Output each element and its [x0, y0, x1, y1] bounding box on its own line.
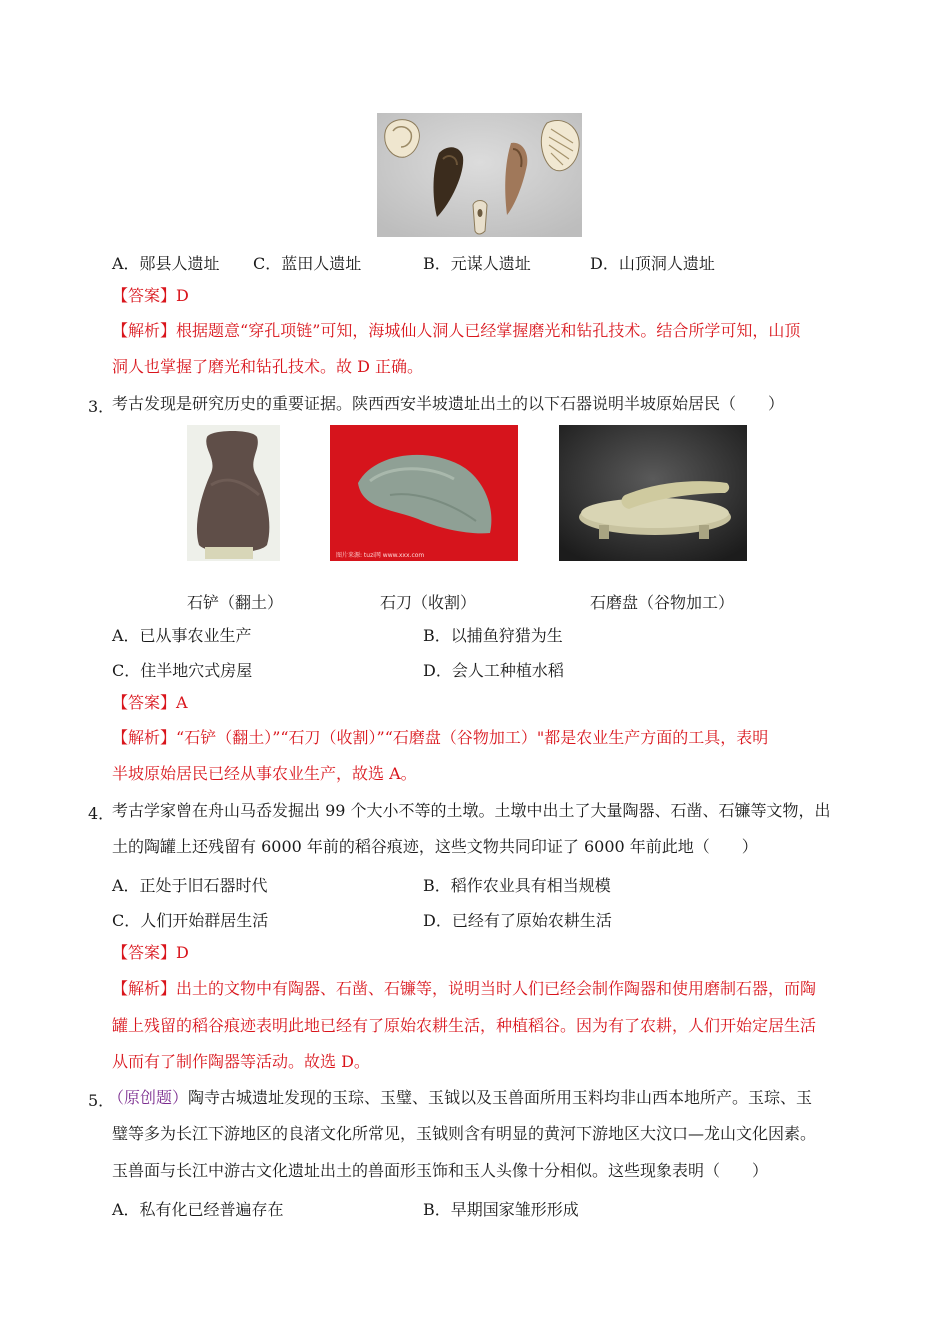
q2-option-b: B．元谋人遗址 — [423, 254, 531, 273]
q5-stem-line3: 玉兽面与长江中游古文化遗址出土的兽面形玉饰和玉人头像十分相似。这些现象表明（ ） — [112, 1161, 769, 1180]
q4-analysis-text1: 出土的文物中有陶器、石凿、石镰等，说明当时人们已经会制作陶器和使用磨制石器，而陶 — [176, 979, 817, 998]
q4-number: 4． — [88, 804, 115, 823]
q2-analysis-text1: 根据题意“穿孔项链”可知，海城仙人洞人已经掌握磨光和钻孔技术。结合所学可知，山顶 — [176, 321, 801, 340]
q4-option-d: D．已经有了原始农耕生活 — [423, 911, 612, 930]
q3-option-d: D．会人工种植水稻 — [423, 661, 564, 680]
q3-analysis-text1: “石铲（翻土）”“石刀（收割）”“石磨盘（谷物加工）"都是农业生产方面的工具，表明 — [176, 728, 769, 747]
q4-option-c: C．人们开始群居生活 — [112, 911, 269, 930]
q5-stem-line2: 璧等多为长江下游地区的良渚文化所常见，玉钺则含有明显的黄河下游地区大汶口—龙山文化因素。 — [112, 1124, 817, 1143]
q5-stem-line1 — [108, 1088, 812, 1108]
stone-knife-watermark: 图片来源: tuzi网 www.xxx.com — [336, 552, 425, 559]
q2-analysis-line1 — [112, 321, 800, 341]
q3-stem: 考古发现是研究历史的重要证据。陕西西安半坡遗址出土的以下石器说明半坡原始居民（ ） — [112, 394, 785, 413]
q5-tag: （原创题） — [108, 1088, 189, 1107]
q4-analysis-line3: 从而有了制作陶器等活动。故选 D。 — [112, 1052, 370, 1071]
q2-analysis-tag: 【解析】 — [112, 321, 177, 340]
q4-option-b: B．稻作农业具有相当规模 — [423, 876, 611, 895]
q3-option-b: B．以捕鱼狩猎为生 — [423, 626, 563, 645]
stone-shovel-photo — [187, 425, 280, 561]
q3-option-a: A．已从事农业生产 — [112, 626, 252, 645]
caption-stone-shovel: 石铲（翻土） — [187, 593, 284, 612]
q4-stem-line2: 土的陶罐上还残留有 6000 年前的稻谷痕迹，这些文物共同印证了 6000 年前此地（ ） — [112, 837, 758, 856]
caption-grinding-slab: 石磨盘（谷物加工） — [590, 593, 735, 612]
q4-analysis-line2: 罐上残留的稻谷痕迹表明此地已经有了原始农耕生活，种植稻谷。因为有了农耕，人们开始定居生活 — [112, 1016, 817, 1035]
q5-number: 5． — [88, 1091, 115, 1110]
q4-answer: 【答案】D — [112, 943, 189, 962]
q4-analysis-line1 — [112, 979, 816, 999]
grinding-slab-photo — [559, 425, 747, 561]
q2-option-d: D．山顶洞人遗址 — [590, 254, 715, 273]
q3-analysis-line2: 半坡原始居民已经从事农业生产，故选 A。 — [112, 764, 417, 783]
caption-stone-knife: 石刀（收割） — [380, 593, 477, 612]
q4-stem-line1: 考古学家曾在舟山马岙发掘出 99 个大小不等的土墩。土墩中出土了大量陶器、石凿、石镰等文物，出 — [112, 801, 831, 820]
q3-analysis-tag: 【解析】 — [112, 728, 177, 747]
q2-answer: 【答案】D — [112, 286, 189, 305]
q5-option-b: B．早期国家雏形形成 — [423, 1200, 579, 1219]
q5-option-a: A．私有化已经普遍存在 — [112, 1200, 284, 1219]
q3-answer: 【答案】A — [112, 693, 188, 712]
grinding-slab-illustration — [559, 425, 747, 561]
q4-option-a: A．正处于旧石器时代 — [112, 876, 268, 895]
q2-analysis-line2: 洞人也掌握了磨光和钻孔技术。故 D 正确。 — [112, 357, 424, 376]
q3-number: 3． — [88, 397, 115, 416]
q2-option-c: C．蓝田人遗址 — [253, 254, 362, 273]
q3-analysis-line1 — [112, 728, 768, 748]
stone-shovel-illustration — [187, 425, 280, 561]
q4-analysis-tag: 【解析】 — [112, 979, 177, 998]
stone-knife-illustration — [330, 425, 518, 561]
stone-knife-photo — [330, 425, 518, 561]
q3-option-c: C．住半地穴式房屋 — [112, 661, 253, 680]
q5-stem-text1: 陶寺古城遗址发现的玉琮、玉璧、玉钺以及玉兽面所用玉料均非山西本地所产。玉琮、玉 — [188, 1088, 813, 1107]
ornaments-illustration — [377, 113, 582, 237]
q2-option-a: A．郧县人遗址 — [112, 254, 220, 273]
ornaments-photo — [377, 113, 582, 237]
